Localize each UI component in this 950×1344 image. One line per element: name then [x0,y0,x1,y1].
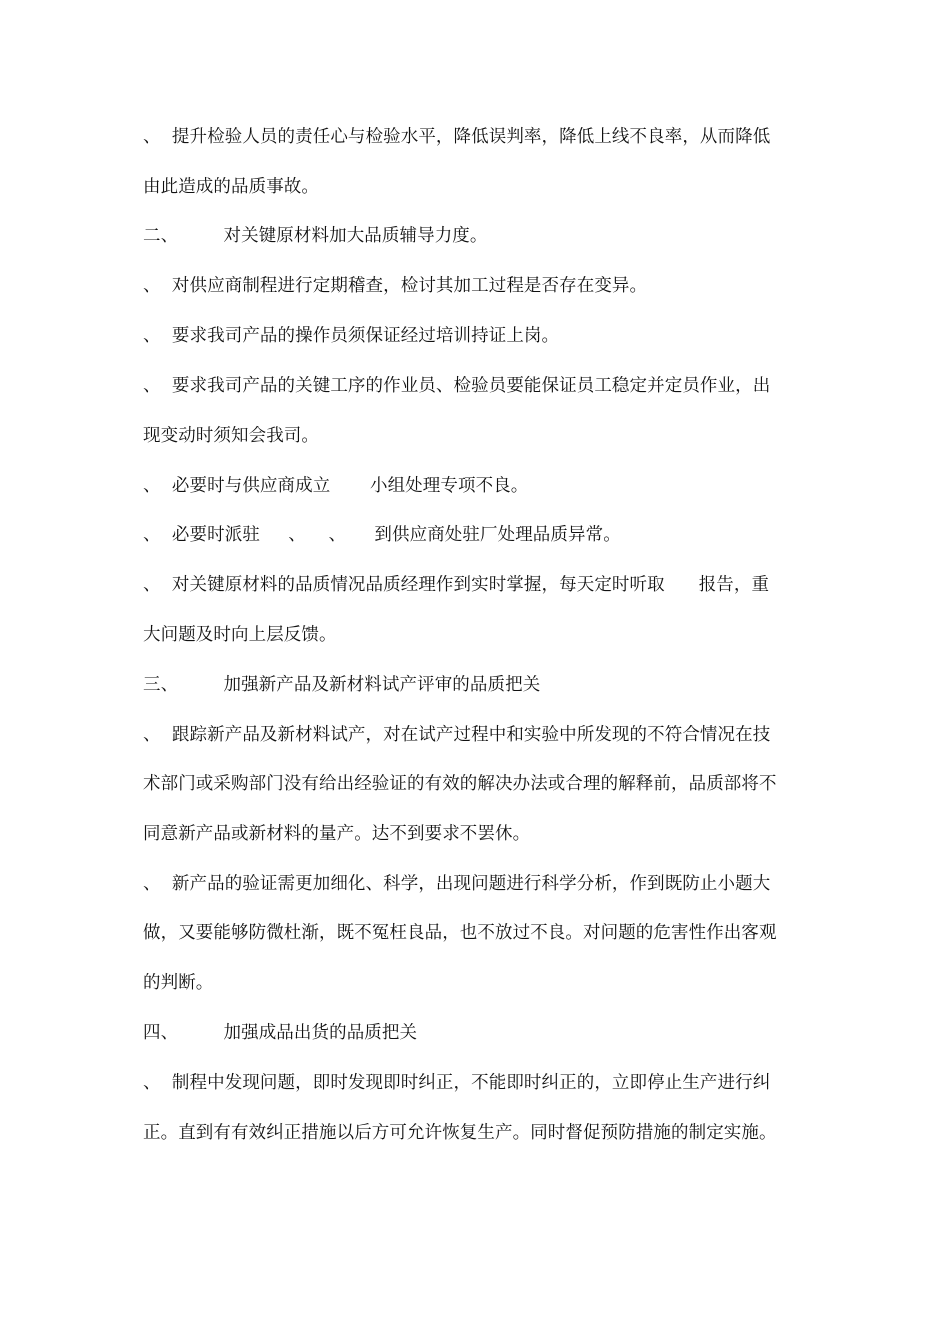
text-line [143,1068,813,1098]
text-line [143,421,813,451]
heading-text: 四、 加强成品出货的品质把关 [143,1023,418,1043]
line-text: 、 提升检验人员的责任心与检验水平，降低误判率，降低上线不良率，从而降低 [143,127,771,147]
line-text: 、 必要时与供应商成立 小组处理专项不良。 [143,476,529,496]
line-text: 的判断。 [143,973,214,993]
text-line [143,819,813,849]
text-line [143,172,813,202]
line-text: 、 必要时派驻 、 、 到供应商处驻厂处理品质异常。 [143,525,621,545]
line-text: 、 对关键原材料的品质情况品质经理作到实时掌握，每天定时听取 报告，重 [143,575,770,595]
line-text: 大问题及时向上层反馈。 [143,625,337,645]
line-text: 、 新产品的验证需更加细化、科学，出现问题进行科学分析，作到既防止小题大 [143,874,771,894]
line-text: 、 跟踪新产品及新材料试产，对在试产过程中和实验中所发现的不符合情况在技 [143,725,771,745]
heading-text: 三、 加强新产品及新材料试产评审的品质把关 [143,675,541,695]
line-text: 、 制程中发现问题，即时发现即时纠正，不能即时纠正的，立即停止生产进行纠 [143,1073,771,1093]
line-text: 、 要求我司产品的操作员须保证经过培训持证上岗。 [143,326,560,346]
line-text: 由此造成的品质事故。 [143,177,319,197]
text-line [143,520,813,550]
line-text: 同意新产品或新材料的量产。达不到要求不罢休。 [143,824,531,844]
text-line [143,371,813,401]
text-line [143,720,813,750]
line-text: 、 要求我司产品的关键工序的作业员、检验员要能保证员工稳定并定员作业，出 [143,376,771,396]
section-heading [143,1018,813,1048]
text-line [143,769,813,799]
section-heading [143,221,813,251]
text-line [143,968,813,998]
text-line [143,918,813,948]
text-line [143,471,813,501]
text-line [143,122,813,152]
line-text: 正。直到有有效纠正措施以后方可允许恢复生产。同时督促预防措施的制定实施。 [143,1123,777,1143]
line-text: 做，又要能够防微杜渐，既不冤枉良品，也不放过不良。对问题的危害性作出客观 [143,923,777,943]
line-text: 、 对供应商制程进行定期稽查，检讨其加工过程是否存在变异。 [143,276,648,296]
text-line [143,321,813,351]
heading-text: 二、 对关键原材料加大品质辅导力度。 [143,226,488,246]
text-line [143,570,813,600]
line-text: 术部门或采购部门没有给出经验证的有效的解决办法或合理的解释前，品质部将不 [143,774,777,794]
text-line [143,869,813,899]
section-heading [143,670,813,700]
text-line [143,271,813,301]
text-line [143,620,813,650]
line-text: 现变动时须知会我司。 [143,426,319,446]
text-line [143,1118,813,1148]
